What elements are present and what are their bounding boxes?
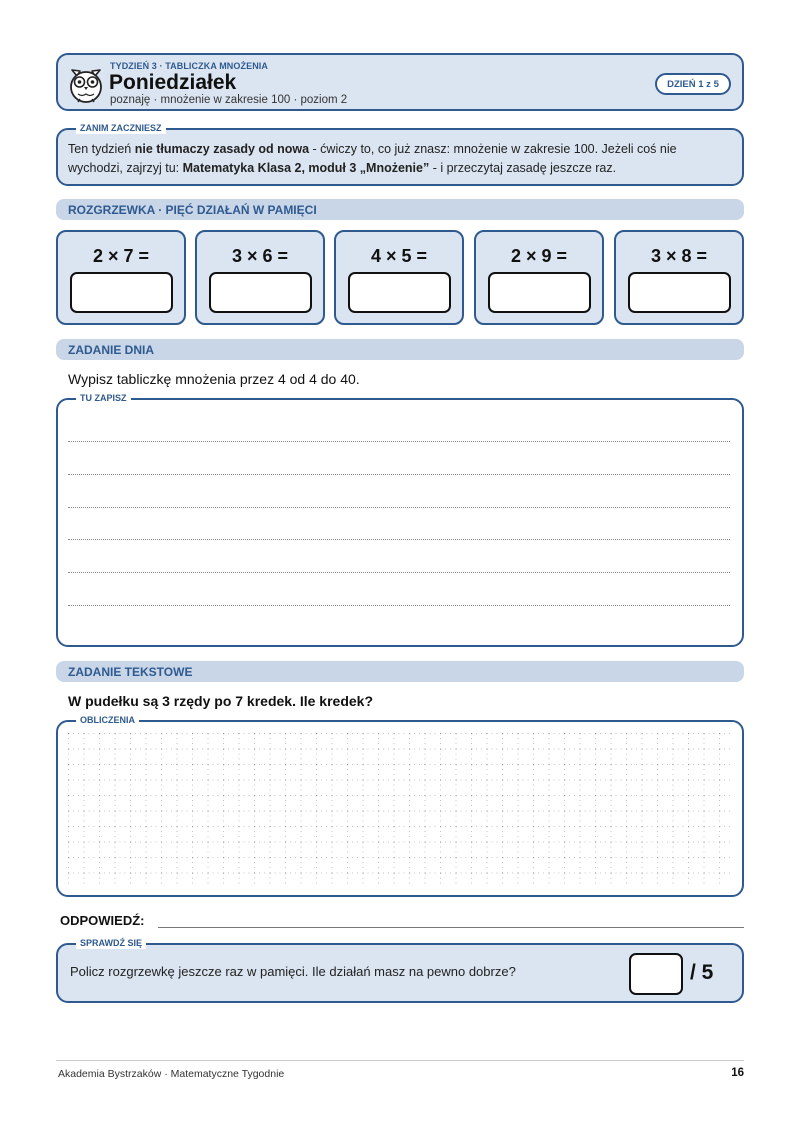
word-problem-heading: ZADANIE TEKSTOWE <box>56 661 744 682</box>
writing-line <box>68 507 730 508</box>
warmup-expression: 3 × 8 = <box>650 246 708 266</box>
writing-line <box>68 572 730 573</box>
writing-line <box>68 474 730 475</box>
self-check-text: Policz rozgrzewkę jeszcze raz w pamięci. Ile działań masz na pewno dobrze? <box>70 964 516 979</box>
score-input-box[interactable] <box>629 953 683 995</box>
footer-divider <box>56 1060 744 1061</box>
warmup-card <box>474 230 604 325</box>
warmup-card <box>614 230 744 325</box>
write-label: TU ZAPISZ <box>76 393 131 404</box>
day-badge: DZIEŃ 1 z 5 <box>655 73 731 95</box>
warmup-answer-box[interactable] <box>70 272 173 313</box>
warmup-expression: 3 × 6 = <box>231 246 289 266</box>
writing-line <box>68 605 730 606</box>
writing-line <box>68 539 730 540</box>
warmup-answer-box[interactable] <box>348 272 451 313</box>
write-area[interactable] <box>56 398 744 647</box>
warmup-answer-box[interactable] <box>488 272 591 313</box>
warmup-heading: ROZGRZEWKA · PIĘĆ DZIAŁAŃ W PAMIĘCI <box>56 199 744 220</box>
warmup-expression: 2 × 9 = <box>510 246 568 266</box>
task-heading: ZADANIE DNIA <box>56 339 744 360</box>
page-number: 16 <box>731 1067 744 1079</box>
warmup-expression: 4 × 5 = <box>370 246 428 266</box>
footer-publisher: Akademia Bystrzaków · Matematyczne Tygodnie <box>58 1068 285 1080</box>
intro-label: ZANIM ZACZNIESZ <box>76 123 166 134</box>
warmup-card <box>195 230 325 325</box>
answer-label: ODPOWIEDŹ: <box>60 913 145 928</box>
warmup-answer-box[interactable] <box>209 272 312 313</box>
warmup-expression: 2 × 7 = <box>92 246 150 266</box>
warmup-card <box>56 230 186 325</box>
answer-line[interactable] <box>158 927 744 928</box>
owl-icon <box>66 62 106 104</box>
page-title: Poniedziałek <box>109 71 237 94</box>
warmup-card <box>334 230 464 325</box>
task-instruction: Wypisz tabliczkę mnożenia przez 4 od 4 do 40. <box>68 371 360 387</box>
word-problem-text: W pudełku są 3 rzędy po 7 kredek. Ile kredek? <box>68 693 374 709</box>
warmup-answer-box[interactable] <box>628 272 731 313</box>
page-subtitle: poznaję · mnożenie w zakresie 100 · poziom 2 <box>110 94 348 106</box>
week-kicker: TYDZIEŃ 3 · TABLICZKA MNOŻENIA <box>110 61 268 71</box>
intro-text: Ten tydzień nie tłumaczy zasady od nowa - ćwiczy to, co już znasz: mnożenie w zakresie 100. Jeżeli coś nie wychodzi, zajrzyj tu: Matematyka Klasa 2, moduł 3 „Mnożenie” - i przeczytaj zasadę jeszcze raz. <box>68 142 677 175</box>
check-label: SPRAWDŹ SIĘ <box>76 938 146 949</box>
dotted-grid <box>68 733 733 888</box>
writing-line <box>68 441 730 442</box>
score-suffix: / 5 <box>690 961 714 984</box>
calc-label: OBLICZENIA <box>76 715 139 726</box>
